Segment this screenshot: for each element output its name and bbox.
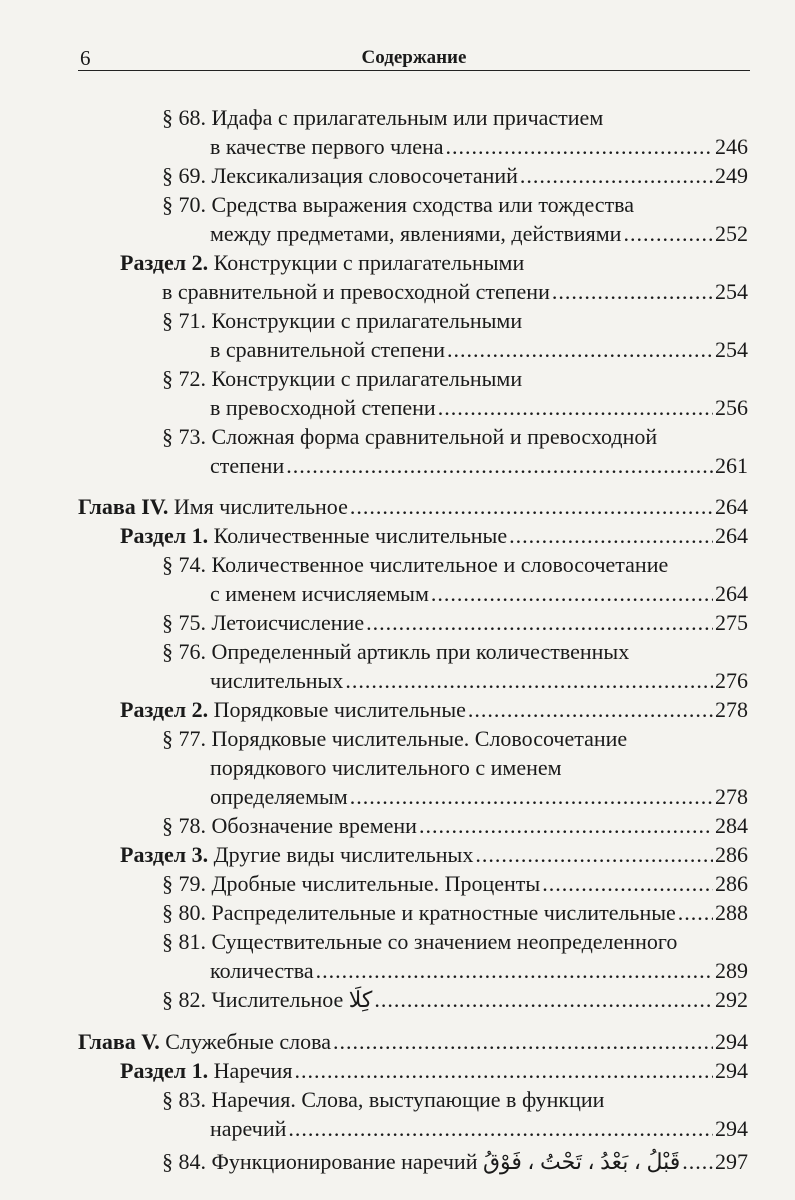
leader-dots — [520, 161, 713, 191]
section-title: Количественные числительные — [213, 523, 508, 548]
running-title: Содержание — [361, 47, 467, 68]
toc-entry-s70 — [210, 219, 748, 249]
leader-dots — [446, 132, 713, 162]
toc-entry-text: числительных — [210, 668, 344, 693]
section-label: Раздел 3. — [120, 842, 209, 867]
toc-entry-s73-line1: § 73. Сложная форма сравнительной и превосходной — [162, 424, 658, 449]
toc-chapter-5 — [78, 1027, 748, 1057]
leader-dots — [350, 782, 713, 812]
toc-entry-text: § 79. Дробные числительные. Проценты — [162, 871, 541, 896]
toc-entry-s76 — [210, 666, 748, 696]
page-number: 6 — [80, 46, 91, 70]
toc-page-number: 264 — [715, 523, 748, 548]
toc-page-number: 256 — [715, 395, 748, 420]
toc-entry-s84 — [162, 1147, 748, 1177]
toc-page-number: 252 — [715, 221, 748, 246]
leader-dots — [678, 898, 713, 928]
toc-page-number: 261 — [715, 453, 748, 478]
leader-dots — [345, 666, 713, 696]
toc-entry-s71-line1: § 71. Конструкции с прилагательными — [162, 308, 523, 333]
toc-page-number: 297 — [715, 1149, 748, 1174]
leader-dots — [431, 579, 713, 609]
toc-page-number: 289 — [715, 958, 748, 983]
toc-page-number: 264 — [715, 581, 748, 606]
toc-entry-text: в сравнительной степени — [210, 337, 446, 362]
toc-entry-s73 — [210, 451, 748, 481]
toc-page-number: 278 — [715, 697, 748, 722]
toc-page-number: 264 — [715, 494, 748, 519]
section-label: Раздел 2. — [120, 250, 209, 275]
toc-entry-text: § 75. Летоисчисление — [162, 610, 365, 635]
toc-entry-s69 — [162, 161, 748, 191]
leader-dots — [475, 840, 713, 870]
toc-entry-s72-line1: § 72. Конструкции с прилагательными — [162, 366, 523, 391]
toc-entry-s77 — [210, 782, 748, 812]
leader-dots — [552, 277, 713, 307]
toc-page-number: 294 — [715, 1058, 748, 1083]
toc-section-4-2 — [120, 695, 748, 725]
toc-page-number: 254 — [715, 337, 748, 362]
toc-page-number: 278 — [715, 784, 748, 809]
toc-entry-s68 — [210, 132, 748, 162]
chapter-label: Глава V. — [78, 1029, 160, 1054]
running-header — [78, 44, 750, 71]
toc-page-number: 286 — [715, 842, 748, 867]
toc-entry-text: § 69. Лексикализация словосочетаний — [162, 163, 518, 188]
chapter-title: Служебные слова — [165, 1029, 331, 1054]
toc-entry-text: в качестве первого члена — [210, 134, 444, 159]
toc-entry-s80 — [162, 898, 748, 928]
toc-section-4-1 — [120, 521, 748, 551]
toc-entry-text: § 78. Обозначение времени — [162, 813, 417, 838]
section-title: Наречия — [213, 1058, 293, 1083]
toc-page-number: 284 — [715, 813, 748, 838]
chapter-label: Глава IV. — [78, 494, 169, 519]
toc-page-number: 294 — [715, 1029, 748, 1054]
toc-entry-s72 — [210, 393, 748, 423]
section-label: Раздел 1. — [120, 523, 209, 548]
toc-page-number: 254 — [715, 279, 748, 304]
toc-entry-s83 — [210, 1114, 748, 1144]
toc-entry-s76-line1: § 76. Определенный артикль при количественных — [162, 639, 630, 664]
section-title: Конструкции с прилагательными — [213, 250, 525, 275]
toc-entry-text: с именем исчисляемым — [210, 581, 429, 606]
toc-entry-s79 — [162, 869, 748, 899]
toc-page-number: 246 — [715, 134, 748, 159]
section-title: Порядковые числительные — [213, 697, 466, 722]
toc-chapter-4 — [78, 492, 748, 522]
toc-entry-s70-line1: § 70. Средства выражения сходства или тождества — [162, 192, 635, 217]
toc-entry-s81 — [210, 956, 748, 986]
toc-page-number: 286 — [715, 871, 748, 896]
leader-dots — [419, 811, 713, 841]
leader-dots — [350, 492, 713, 522]
leader-dots — [542, 869, 713, 899]
toc-entry-text: степени — [210, 453, 285, 478]
leader-dots — [333, 1027, 713, 1057]
toc-entry-s82 — [162, 985, 748, 1015]
toc-entry-s81-line1: § 81. Существительные со значением неопределенного — [162, 929, 678, 954]
leader-dots — [366, 608, 713, 638]
toc-section-r2-line1 — [120, 248, 524, 278]
toc-entry-s68-line1: § 68. Идафа с прилагательным или причастием — [162, 105, 604, 130]
toc-entry-s78 — [162, 811, 748, 841]
toc-section-5-1 — [120, 1056, 748, 1086]
leader-dots — [294, 1056, 713, 1086]
leader-dots — [509, 521, 713, 551]
leader-dots — [316, 956, 713, 986]
section-label: Раздел 2. — [120, 697, 209, 722]
toc-page-number: 249 — [715, 163, 748, 188]
toc-entry-s74 — [210, 579, 748, 609]
leader-dots — [288, 1114, 713, 1144]
toc-page-number: 288 — [715, 900, 748, 925]
toc-entry-s77-line1: § 77. Порядковые числительные. Словосочетание — [162, 726, 628, 751]
toc-entry-text: § 84. Функционирование наречий قَبْلُ ، بَعْدُ ، تَحْتُ ، فَوْقُ — [162, 1149, 681, 1174]
toc-entry-s77-line2: порядкового числительного с именем — [210, 755, 562, 780]
toc-entry-s83-line1: § 83. Наречия. Слова, выступающие в функции — [162, 1087, 605, 1112]
toc-section-4-3 — [120, 840, 748, 870]
section-label: Раздел 1. — [120, 1058, 209, 1083]
leader-dots — [682, 1147, 713, 1177]
section-title: Другие виды числительных — [213, 842, 474, 867]
toc-entry-text: § 80. Распределительные и кратностные числительные — [162, 900, 676, 925]
toc-entry-text: определяемым — [210, 784, 348, 809]
toc-entry-text: в превосходной степени — [210, 395, 436, 420]
toc-entry-text: § 82. Числительное كِلَا — [162, 987, 373, 1012]
toc-entry-s75 — [162, 608, 748, 638]
toc-page-number: 292 — [715, 987, 748, 1012]
leader-dots — [286, 451, 713, 481]
leader-dots — [438, 393, 713, 423]
toc-entry-text: количества — [210, 958, 314, 983]
toc-entry-text: в сравнительной и превосходной степени — [162, 279, 550, 304]
leader-dots — [468, 695, 713, 725]
chapter-title: Имя числительное — [173, 494, 348, 519]
toc-section-r2 — [162, 277, 748, 307]
toc-page-number: 276 — [715, 668, 748, 693]
toc-entry-s74-line1: § 74. Количественное числительное и словосочетание — [162, 552, 669, 577]
toc-entry-text: наречий — [210, 1116, 287, 1141]
leader-dots — [447, 335, 713, 365]
toc-page-number: 275 — [715, 610, 748, 635]
leader-dots — [374, 985, 713, 1015]
toc-entry-text: между предметами, явлениями, действиями — [210, 221, 622, 246]
toc-entry-s71 — [210, 335, 748, 365]
leader-dots — [623, 219, 713, 249]
toc-page-number: 294 — [715, 1116, 748, 1141]
